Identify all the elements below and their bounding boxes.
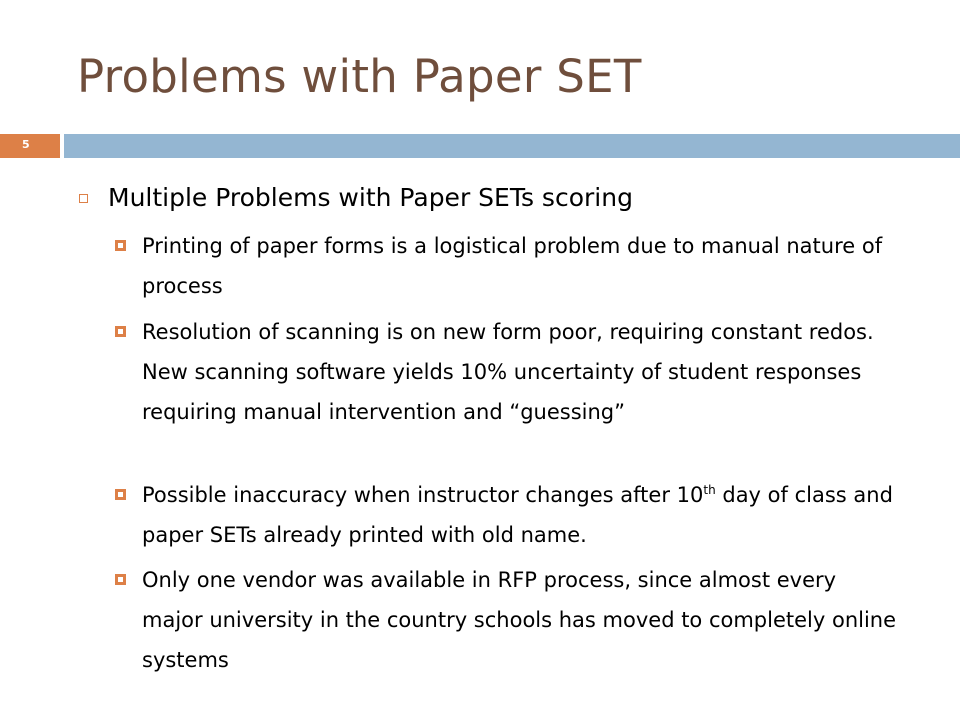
square-bullet-icon — [115, 326, 126, 337]
bullet-level1: Multiple Problems with Paper SETs scoring — [108, 183, 633, 212]
square-bullet-icon — [79, 194, 88, 203]
slide-title: Problems with Paper SET — [77, 50, 642, 103]
bullet-inaccuracy-part1: Possible inaccuracy when instructor changes after 10 — [142, 483, 704, 507]
bullet-inaccuracy-part2: day of class and paper SETs already printed with old name. — [142, 483, 893, 547]
square-bullet-icon — [115, 240, 126, 251]
square-bullet-icon — [115, 489, 126, 500]
bullet-vendor: Only one vendor was available in RFP process, since almost every major university in the country schools has moved to completely online systems — [142, 568, 897, 672]
bullet-resolution: Resolution of scanning is on new form poor, requiring constant redos. New scanning software yields 10% uncertainty of student responses requiring manual intervention and “guessing” — [142, 320, 874, 424]
superscript-th: th — [703, 483, 716, 497]
slide-number: 5 — [22, 138, 30, 151]
bullet-printing: Printing of paper forms is a logistical problem due to manual nature of process — [142, 234, 883, 298]
bullet-inaccuracy — [142, 475, 902, 555]
square-bullet-icon — [115, 574, 126, 585]
